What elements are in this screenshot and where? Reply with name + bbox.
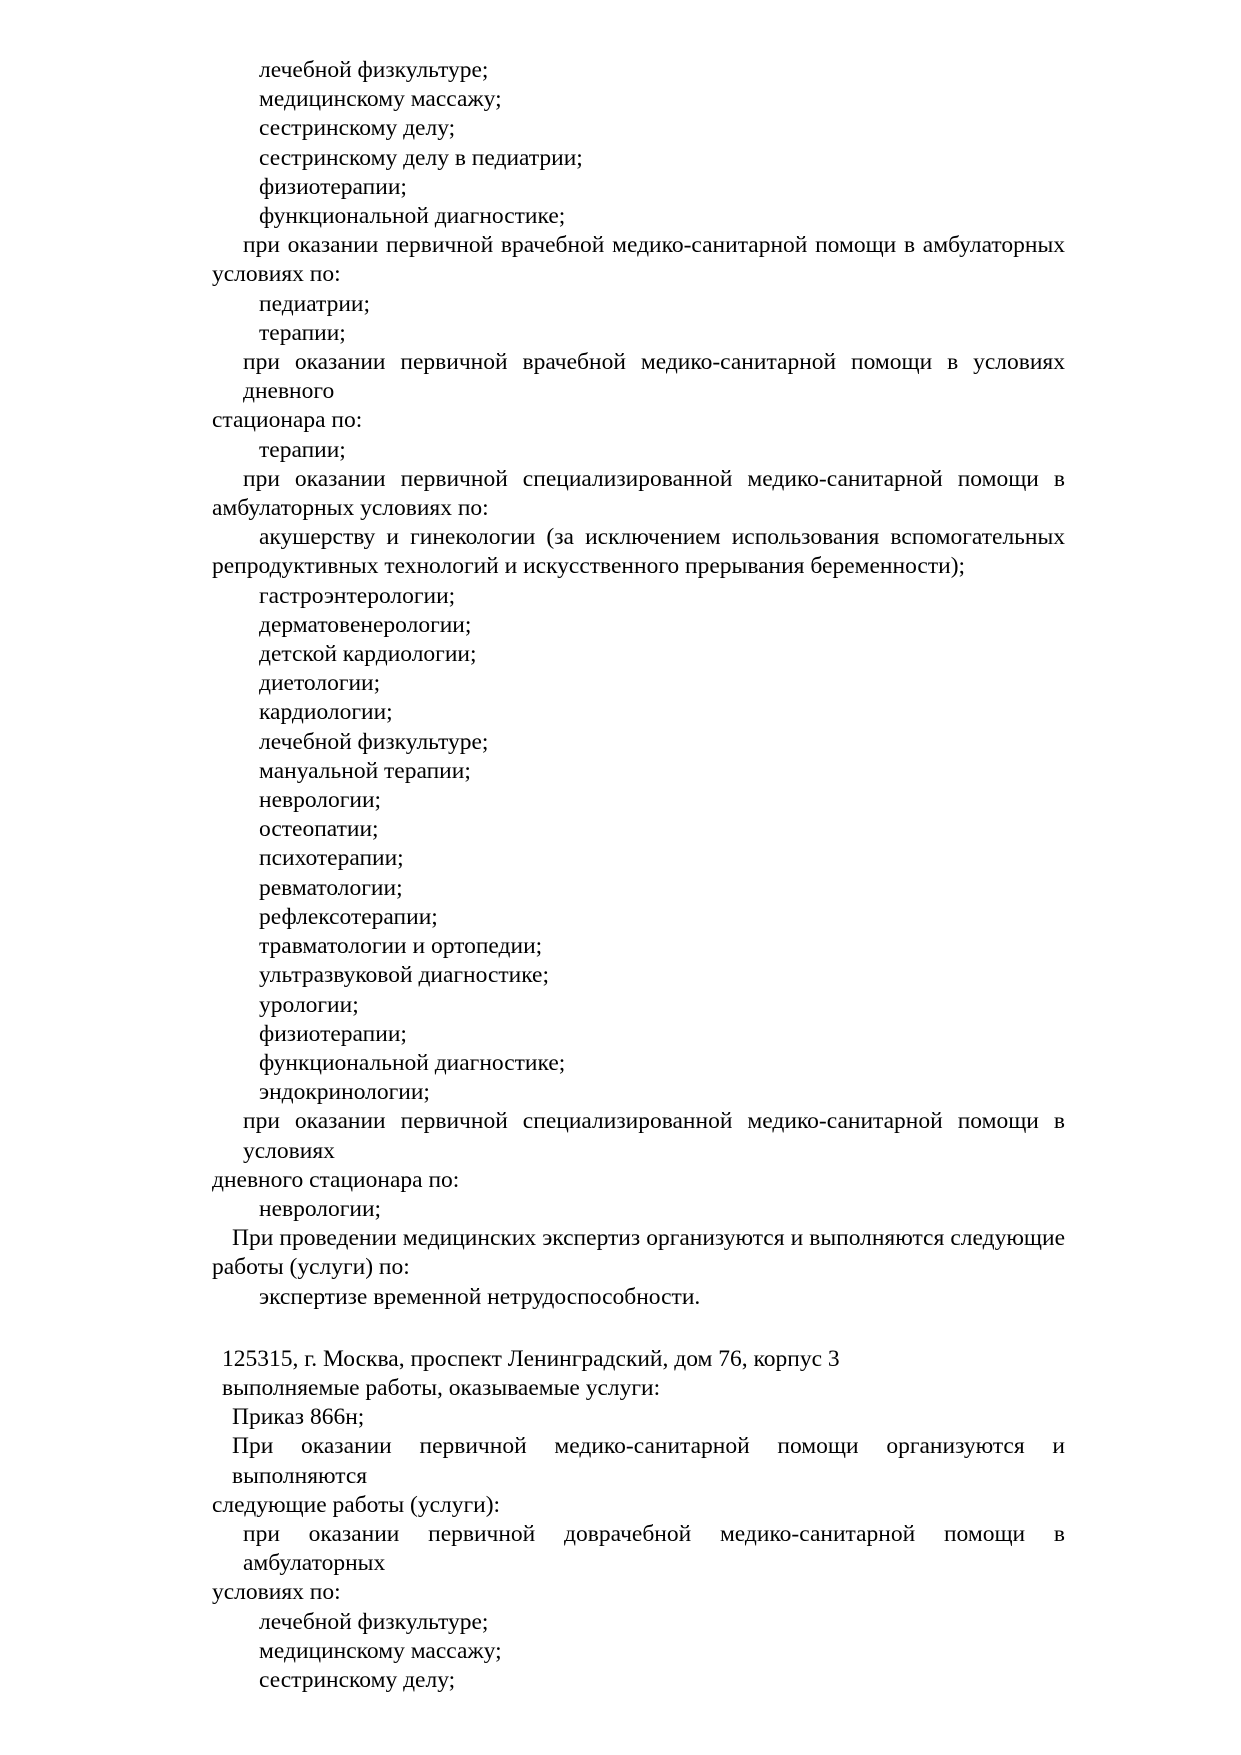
text-line: травматологии и ортопедии; bbox=[259, 933, 543, 960]
text-line: педиатрии; bbox=[259, 290, 371, 317]
text-line: диетологии; bbox=[259, 670, 381, 697]
text-line: сестринскому делу в педиатрии; bbox=[259, 144, 583, 171]
text-line: условиях по: bbox=[212, 1579, 341, 1606]
text-line: следующие работы (услуги): bbox=[212, 1491, 501, 1518]
document-body bbox=[212, 56, 1065, 1695]
text-line: при оказании первичной специализированной медико-санитарной помощи в условиях bbox=[243, 1108, 1065, 1164]
text-line: неврологии; bbox=[259, 787, 382, 814]
text-line: выполняемые работы, оказываемые услуги: bbox=[222, 1374, 661, 1401]
text-line: при оказании первичной врачебной медико-санитарной помощи в амбулаторных bbox=[243, 232, 1065, 259]
text-line: акушерству и гинекологии (за исключением использования вспомогательных bbox=[259, 524, 1065, 551]
text-line: 125315, г. Москва, проспект Ленинградский, дом 76, корпус 3 bbox=[222, 1345, 840, 1372]
text-line: терапии; bbox=[259, 319, 346, 346]
text-line: урологии; bbox=[259, 991, 359, 1018]
text-line: работы (услуги) по: bbox=[212, 1254, 410, 1281]
text-line: медицинскому массажу; bbox=[259, 1637, 502, 1664]
text-line: Приказ 866н; bbox=[232, 1404, 365, 1431]
text-line: при оказании первичной врачебной медико-санитарной помощи в условиях дневного bbox=[243, 349, 1065, 405]
text-line: При оказании первичной медико-санитарной помощи организуются и выполняются bbox=[232, 1433, 1065, 1489]
text-line: амбулаторных условиях по: bbox=[212, 495, 489, 522]
text-line: терапии; bbox=[259, 436, 346, 463]
text-line: кардиологии; bbox=[259, 699, 393, 726]
text-line: детской кардиологии; bbox=[259, 641, 477, 668]
text-line: экспертизе временной нетрудоспособности. bbox=[259, 1283, 701, 1310]
text-line: гастроэнтерологии; bbox=[259, 582, 456, 609]
text-line: функциональной диагностике; bbox=[259, 1049, 566, 1076]
text-line: психотерапии; bbox=[259, 845, 404, 872]
text-line: мануальной терапии; bbox=[259, 757, 471, 784]
blank-line bbox=[212, 1312, 1065, 1345]
text-line: неврологии; bbox=[259, 1195, 382, 1222]
text-line: дерматовенерологии; bbox=[259, 611, 472, 638]
text-line: физиотерапии; bbox=[259, 173, 407, 200]
text-line: физиотерапии; bbox=[259, 1020, 407, 1047]
text-line: ревматологии; bbox=[259, 874, 403, 901]
text-line: функциональной диагностике; bbox=[259, 203, 566, 230]
text-line: остеопатии; bbox=[259, 816, 379, 843]
text-line: медицинскому массажу; bbox=[259, 86, 502, 113]
text-line: эндокринологии; bbox=[259, 1079, 430, 1106]
text-line: при оказании первичной специализированной медико-санитарной помощи в bbox=[243, 465, 1065, 492]
text-line: сестринскому делу; bbox=[259, 1666, 456, 1693]
text-line: лечебной физкультуре; bbox=[259, 728, 489, 755]
text-line: лечебной физкультуре; bbox=[259, 1608, 489, 1635]
text-line: При проведении медицинских экспертиз организуются и выполняются следующие bbox=[232, 1225, 1065, 1252]
text-line: ультразвуковой диагностике; bbox=[259, 962, 550, 989]
text-line: условиях по: bbox=[212, 261, 341, 288]
text-line: при оказании первичной доврачебной медико-санитарной помощи в амбулаторных bbox=[243, 1520, 1065, 1577]
text-line: репродуктивных технологий и искусственного прерывания беременности); bbox=[212, 553, 966, 580]
text-line: стационара по: bbox=[212, 407, 363, 434]
text-line: рефлексотерапии; bbox=[259, 903, 438, 930]
text-line: лечебной физкультуре; bbox=[259, 57, 489, 83]
text-line: сестринскому делу; bbox=[259, 115, 456, 142]
text-line: дневного стационара по: bbox=[212, 1166, 460, 1193]
